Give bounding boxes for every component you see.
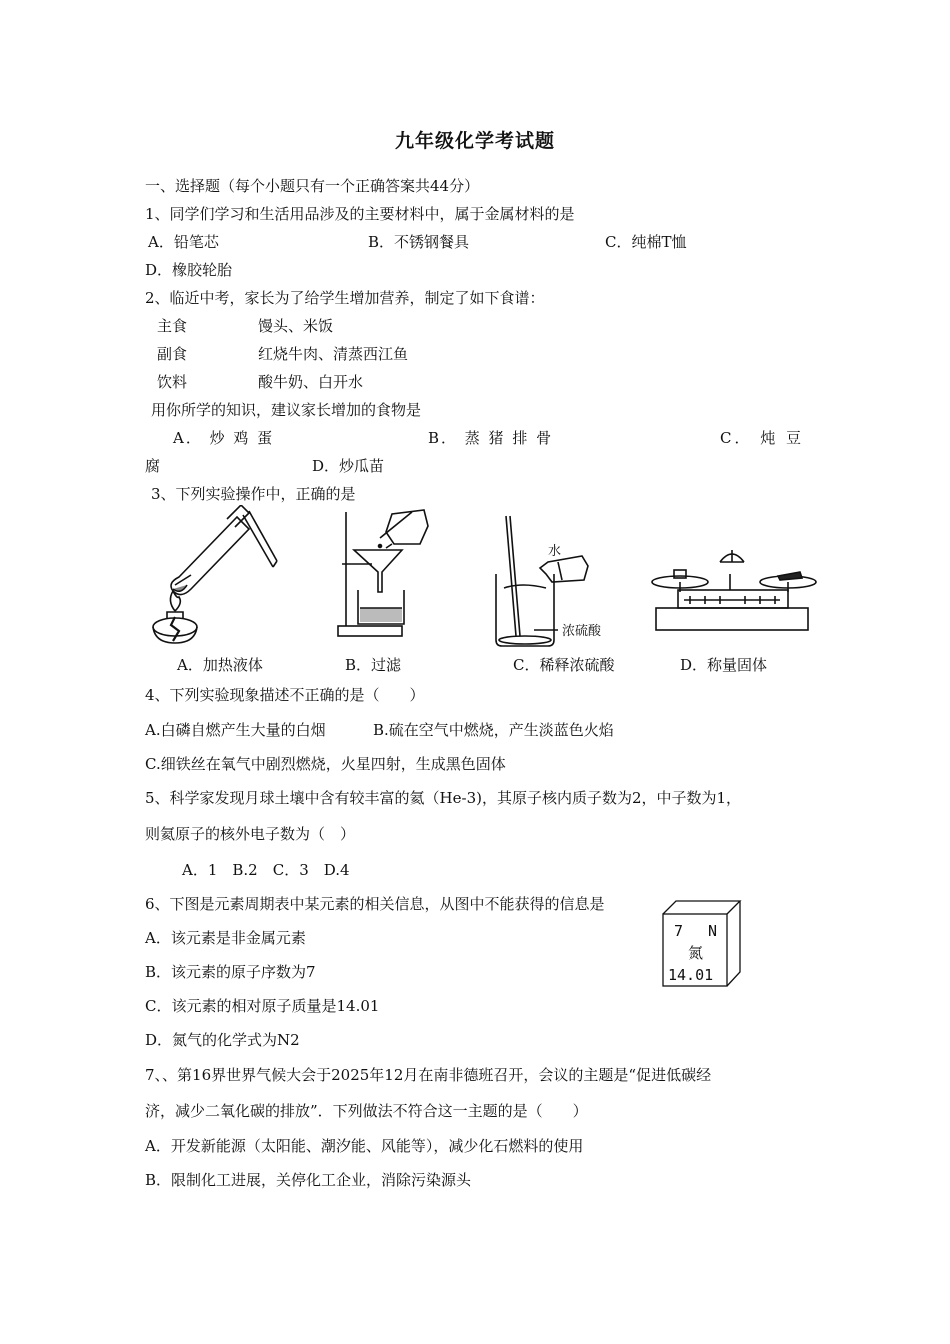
question-1-stem: 1、同学们学习和生活用品涉及的主要材料中，属于金属材料的是: [145, 205, 575, 223]
periodic-table-cell: [662, 900, 742, 988]
question-1-option-c: C．纯棉T恤: [605, 233, 687, 251]
menu-row-value: 馒头、米饭: [258, 317, 334, 335]
question-5-stem: 5、科学家发现月球土壤中含有较丰富的氦（He-3)，其原子核内质子数为2，中子数为1，: [145, 789, 742, 807]
menu-row: 主食: [157, 317, 188, 335]
question-2-option-c: C． 炖 豆: [720, 429, 805, 447]
question-5-stem-cont: 则氦原子的核外电子数为（ ）: [145, 825, 356, 843]
question-6-option-b: B．该元素的原子序数为7: [145, 963, 316, 981]
figure-dilute-acid: [488, 512, 618, 650]
element-mass: 14.01: [668, 966, 714, 984]
question-3-option-d: D．称量固体: [680, 656, 768, 674]
question-2-option-c-cont: 腐: [145, 457, 161, 475]
element-number: 7: [674, 922, 684, 940]
question-1-option-b: B．不锈钢餐具: [368, 233, 470, 251]
question-7-option-b: B．限制化工进展，关停化工企业，消除污染源头: [145, 1171, 472, 1189]
question-2-option-a: A． 炒 鸡 蛋: [173, 429, 275, 447]
menu-row: 饮料: [157, 373, 188, 391]
element-name: 氮: [688, 944, 704, 962]
section-heading: 一、选择题（每个小题只有一个正确答案共44分）: [145, 177, 480, 195]
question-7-stem-cont: 济，减少二氧化碳的排放”．下列做法不符合这一主题的是（ ）: [145, 1102, 588, 1120]
question-4-option-b: B.硫在空气中燃烧，产生淡蓝色火焰: [373, 721, 614, 739]
question-3-option-a: A．加热液体: [177, 656, 263, 674]
figure-label-acid: 浓硫酸: [562, 623, 602, 638]
question-6-stem: 6、下图是元素周期表中某元素的相关信息，从图中不能获得的信息是: [145, 895, 605, 913]
question-6-option-d: D．氮气的化学式为N2: [145, 1031, 300, 1049]
question-2-option-b: B． 蒸 猪 排 骨: [428, 429, 554, 447]
question-3-option-b: B．过滤: [345, 656, 402, 674]
question-3-stem: 3、下列实验操作中，正确的是: [151, 485, 356, 503]
question-6-option-a: A．该元素是非金属元素: [145, 929, 306, 947]
question-1-option-a: A．铅笔芯: [148, 233, 219, 251]
question-1-option-d: D．橡胶轮胎: [145, 261, 233, 279]
question-2-option-d: D．炒瓜苗: [312, 457, 385, 475]
question-4-option-a: A.白磷自燃产生大量的白烟: [145, 721, 326, 739]
question-7-stem: 7、、第16界世界气候大会于2025年12月在南非德班召开，会议的主题是“促进低碳经: [145, 1066, 712, 1084]
page-title: 九年级化学考试题: [394, 130, 555, 152]
element-symbol: N: [708, 922, 718, 940]
menu-row: 副食: [157, 345, 188, 363]
menu-row-value: 酸牛奶、白开水: [258, 373, 364, 391]
figure-balance: [650, 540, 820, 635]
question-7-option-a: A．开发新能源（太阳能、潮汐能、风能等），减少化石燃料的使用: [145, 1137, 584, 1155]
figure-filtration: [332, 508, 437, 640]
question-4-option-c: C.细铁丝在氧气中剧烈燃烧，火星四射，生成黑色固体: [145, 755, 506, 773]
question-3-option-c: C．稀释浓硫酸: [513, 656, 615, 674]
figure-heating-liquid: [145, 505, 280, 647]
question-2-ask: 用你所学的知识，建议家长增加的食物是: [151, 401, 422, 419]
question-4-stem: 4、下列实验现象描述不正确的是（ ）: [145, 686, 425, 704]
question-6-option-c: C．该元素的相对原子质量是14.01: [145, 997, 380, 1015]
question-2-stem: 2、临近中考，家长为了给学生增加营养，制定了如下食谱：: [145, 289, 545, 307]
question-5-options: A．1 B.2 C．3 D.4: [182, 861, 350, 879]
menu-row-value: 红烧牛肉、清蒸西江鱼: [258, 345, 409, 363]
figure-label-water: 水: [548, 543, 562, 558]
